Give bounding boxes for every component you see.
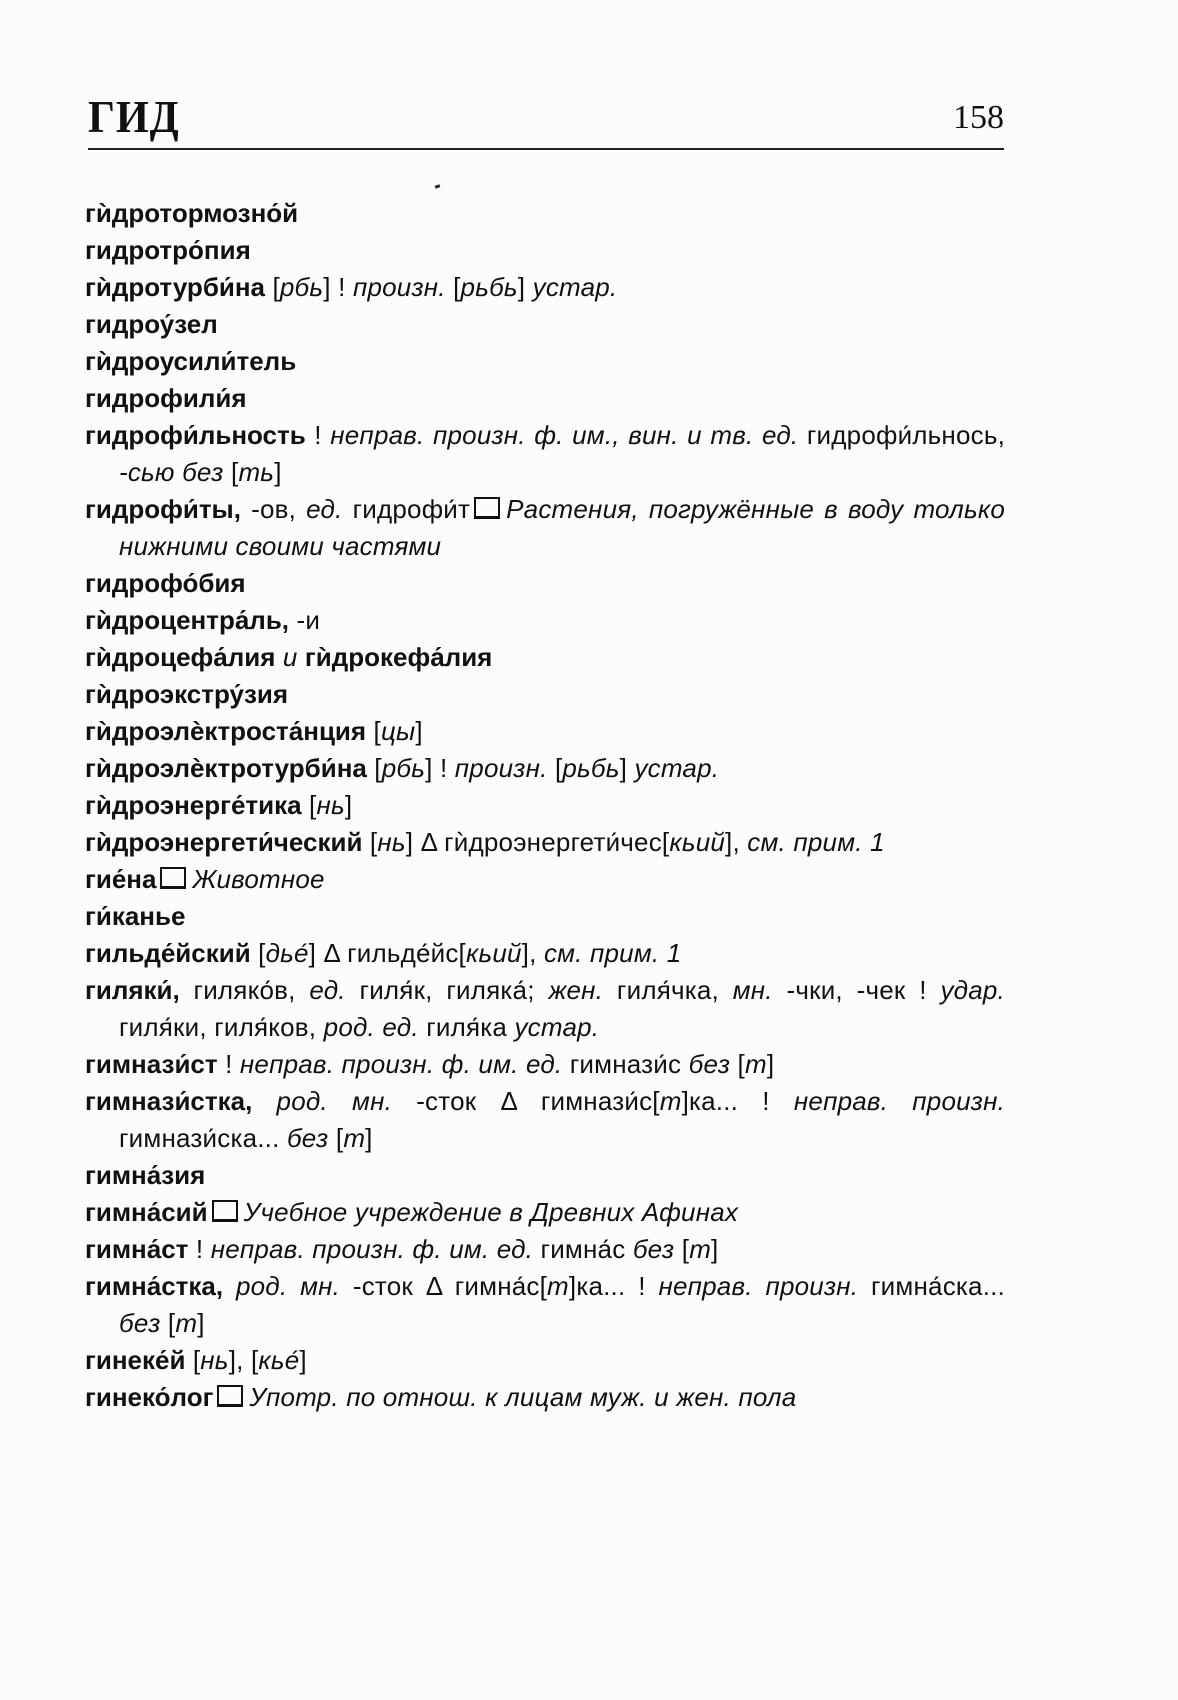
entry-text: ]	[619, 753, 635, 783]
dictionary-entry	[85, 713, 1005, 750]
entry-text: [	[250, 938, 266, 968]
headword: гие́на	[85, 864, 157, 894]
headword: гинеко́лог	[85, 1382, 214, 1412]
headword: гимна́стка,	[85, 1271, 224, 1301]
grammar-label: кьий	[465, 938, 522, 968]
entry-text: [	[730, 1049, 745, 1079]
entry-text: ]	[344, 790, 353, 820]
headword: гидротро́пия	[85, 235, 251, 265]
grammar-label: удар.	[940, 975, 1005, 1005]
grammar-label: -сью без	[119, 457, 224, 487]
entry-text: [	[301, 790, 317, 820]
headword: гѝдротурби́на	[85, 272, 266, 302]
headword: гинеке́й	[85, 1345, 186, 1375]
entry-text: гимна́с	[533, 1234, 633, 1264]
grammar-label: рбь	[381, 753, 426, 783]
headword: гидроу́зел	[85, 309, 218, 339]
dictionary-entry	[85, 602, 1005, 639]
grammar-label: Животное	[192, 864, 325, 894]
entry-text: -ов,	[240, 494, 307, 524]
dictionary-entry	[85, 750, 1005, 787]
entry-text: [	[547, 753, 563, 783]
grammar-label: рбь	[279, 272, 324, 302]
grammar-label: без	[688, 1049, 731, 1079]
dictionary-entry	[85, 1342, 1005, 1379]
grammar-label: рьбь	[562, 753, 620, 783]
headword: гимнази́стка,	[85, 1086, 253, 1116]
running-head: ГИД	[88, 91, 180, 142]
entry-text: !	[188, 1234, 211, 1264]
grammar-label: т	[744, 1049, 767, 1079]
grammar-label: без	[632, 1234, 675, 1264]
grammar-label: см. прим. 1	[543, 938, 682, 968]
entry-text: ],	[725, 827, 748, 857]
header-rule	[88, 148, 1004, 150]
dictionary-entry	[85, 1157, 1005, 1194]
grammar-label: т	[175, 1308, 198, 1338]
headword: гидрофо́бия	[85, 568, 246, 598]
entry-text: [	[223, 457, 239, 487]
entry-text: ] !	[323, 272, 353, 302]
grammar-label: жен.	[548, 975, 604, 1005]
dictionary-entry	[85, 861, 1005, 898]
headword: гидрофили́я	[85, 383, 247, 413]
grammar-label: т	[659, 1086, 682, 1116]
headword: гидрофи́льность	[85, 420, 306, 450]
headword: гѝдроэлѐктроста́нция	[85, 716, 367, 746]
entry-text: ],	[521, 938, 544, 968]
entry-text: ]	[766, 1049, 775, 1079]
entry-text: гимнази́с	[562, 1049, 689, 1079]
headword: гимна́зия	[85, 1160, 206, 1190]
grammar-label: неправ. произн. ф. им. ед.	[239, 1049, 563, 1079]
entry-text: [	[674, 1234, 690, 1264]
dictionary-entry	[85, 1379, 1005, 1416]
headword: гимнази́ст	[85, 1049, 218, 1079]
entry-text: гиля́чка,	[603, 975, 733, 1005]
headword: гимна́ст	[85, 1234, 189, 1264]
headword: гѝдрокефа́лия	[304, 642, 493, 672]
grammar-label: устар.	[514, 1012, 600, 1042]
dictionary-entry	[85, 269, 1005, 306]
grammar-label: устар.	[532, 272, 618, 302]
dictionary-entry	[85, 824, 1005, 861]
headword: гѝдроэнерге́тика	[85, 790, 302, 820]
entry-text: гиляко́в,	[179, 975, 310, 1005]
grammar-label: Растения, погружённые в воду только нижними своими частями	[119, 494, 1005, 561]
print-speck	[435, 184, 441, 189]
entry-text: !	[305, 420, 331, 450]
dictionary-entry	[85, 935, 1005, 972]
dictionary-entry	[85, 232, 1005, 269]
dictionary-entry	[85, 972, 1005, 1046]
grammar-label: род. ед.	[323, 1012, 419, 1042]
entry-text	[223, 1271, 236, 1301]
entry-text: [	[366, 753, 382, 783]
entry-text: ]	[299, 1345, 307, 1375]
entry-text: гимнази́ска...	[119, 1123, 287, 1153]
entry-text: [	[362, 827, 378, 857]
dictionary-entry	[85, 639, 1005, 676]
grammar-label: цы	[380, 716, 416, 746]
grammar-label: т	[343, 1123, 366, 1153]
headword: гѝдроцентра́ль,	[85, 605, 290, 635]
dictionary-entry	[85, 1194, 1005, 1231]
dictionary-entry	[85, 1083, 1005, 1157]
page-number: 158	[953, 99, 1004, 136]
entry-text: -сток Δ гимнази́с[	[392, 1086, 660, 1116]
entry-text: ]	[197, 1308, 205, 1338]
grammar-label: кье́	[258, 1345, 300, 1375]
grammar-label: мн.	[732, 975, 773, 1005]
definition-box-icon	[474, 497, 500, 519]
entry-text: ]	[415, 716, 423, 746]
grammar-label: нь	[377, 827, 406, 857]
entry-text: ]	[711, 1234, 719, 1264]
dictionary-entry	[85, 417, 1005, 491]
entry-text: ] !	[425, 753, 455, 783]
grammar-label: нь	[200, 1345, 229, 1375]
dictionary-entry	[85, 380, 1005, 417]
grammar-label: произн.	[454, 753, 548, 783]
dictionary-entry	[85, 565, 1005, 602]
headword: гѝдротормозно́й	[85, 198, 299, 228]
headword: гѝдроцефа́лия	[85, 642, 276, 672]
definition-box-icon	[217, 1385, 243, 1407]
entry-text	[252, 1086, 276, 1116]
headword: гѝдроэкстру́зия	[85, 679, 289, 709]
dictionary-entry	[85, 195, 1005, 232]
grammar-label: неправ. произн.	[793, 1086, 1005, 1116]
headword: гидрофи́ты,	[85, 494, 241, 524]
grammar-label: без	[286, 1123, 329, 1153]
entry-text: ]	[365, 1123, 373, 1153]
grammar-label: т	[689, 1234, 712, 1264]
dictionary-entry	[85, 1046, 1005, 1083]
dictionary-entry	[85, 306, 1005, 343]
grammar-label: ть	[238, 457, 275, 487]
headword: гѝдроэнергети́ческий	[85, 827, 363, 857]
headword: гильде́йский	[85, 938, 251, 968]
entry-text: гиля́к, гиляка́;	[345, 975, 549, 1005]
entry-text: ]	[517, 272, 533, 302]
entry-text: гимна́ска...	[858, 1271, 1005, 1301]
entry-text: [	[265, 272, 280, 302]
page-header	[88, 92, 1004, 152]
definition-box-icon	[160, 867, 186, 889]
grammar-label: род. мн.	[235, 1271, 341, 1301]
grammar-label: род. мн.	[276, 1086, 392, 1116]
grammar-label: без	[119, 1308, 161, 1338]
dictionary-entry	[85, 491, 1005, 565]
grammar-label: Употр. по отнош. к лицам муж. и жен. пола	[249, 1382, 797, 1412]
entry-text: гиля́ки, гиля́ков,	[119, 1012, 324, 1042]
grammar-label: и	[275, 642, 305, 672]
grammar-label: рьбь	[460, 272, 518, 302]
dictionary-entry	[85, 1268, 1005, 1342]
entry-text: [	[366, 716, 381, 746]
dictionary-entry	[85, 1231, 1005, 1268]
entry-text: [	[328, 1123, 344, 1153]
grammar-label: см. прим. 1	[747, 827, 885, 857]
grammar-label: нь	[316, 790, 345, 820]
entry-text: гидрофи́льнось,	[798, 420, 1005, 450]
entry-text: [	[445, 272, 461, 302]
entry-text: ]ка... !	[681, 1086, 794, 1116]
grammar-label: неправ. произн. ф. им. ед.	[210, 1234, 534, 1264]
headword: гѝдроэлѐктротурби́на	[85, 753, 367, 783]
grammar-label: произн.	[352, 272, 446, 302]
dictionary-entry	[85, 898, 1005, 935]
grammar-label: неправ. произн.	[658, 1271, 859, 1301]
entry-text: ]	[274, 457, 282, 487]
entry-text: [	[160, 1308, 176, 1338]
headword: гимна́сий	[85, 1197, 208, 1227]
entry-text: ] Δ гильде́йс[	[308, 938, 466, 968]
dictionary-entries	[85, 195, 1005, 1416]
grammar-label: ед.	[309, 975, 346, 1005]
grammar-label: Учебное учреждение в Древних Афинах	[243, 1197, 739, 1227]
grammar-label: кьий	[669, 827, 726, 857]
dictionary-entry	[85, 343, 1005, 380]
headword: ги́канье	[85, 901, 186, 931]
grammar-label: ед.	[306, 494, 343, 524]
entry-text: ], [	[228, 1345, 259, 1375]
entry-text: [	[185, 1345, 201, 1375]
entry-text: !	[217, 1049, 240, 1079]
entry-text: ]ка... !	[568, 1271, 659, 1301]
definition-box-icon	[212, 1200, 238, 1222]
entry-text: -и	[289, 605, 321, 635]
entry-text: гидрофи́т	[342, 494, 471, 524]
grammar-label: дье́	[265, 938, 309, 968]
dictionary-entry	[85, 676, 1005, 713]
entry-text: гиля́ка	[418, 1012, 515, 1042]
dictionary-entry	[85, 787, 1005, 824]
grammar-label: неправ. произн. ф. им., вин. и тв. ед.	[330, 420, 799, 450]
grammar-label: устар.	[634, 753, 720, 783]
headword: гѝдроусили́тель	[85, 346, 297, 376]
entry-text: -сток Δ гимна́с[	[340, 1271, 548, 1301]
headword: гиляки́,	[85, 975, 180, 1005]
entry-text: ] Δ гѝдроэнергети́чес[	[405, 827, 670, 857]
grammar-label: т	[547, 1271, 569, 1301]
entry-text: -чки, -чек !	[772, 975, 941, 1005]
